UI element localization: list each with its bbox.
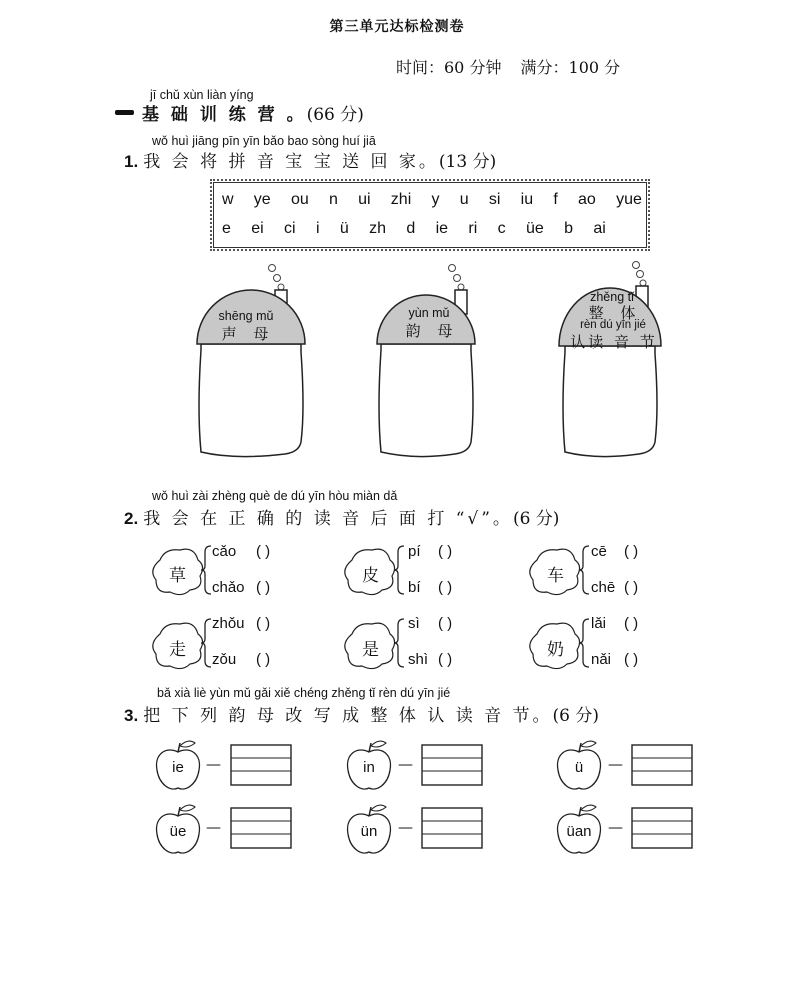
q1-pinyin: wǒ huì jiāng pīn yīn bǎo bao sòng huí jiā [152, 134, 376, 148]
letter: ui [358, 191, 371, 208]
house-1-label: 声 母 [221, 325, 275, 343]
apple-label: ie [172, 759, 184, 776]
letter: ye [253, 191, 271, 208]
q2-option: zhǒu [212, 615, 245, 632]
q2-option: cē [591, 543, 607, 560]
dash: — [608, 818, 623, 836]
q2-text: 我 会 在 正 确 的 读 音 后 面 打 “√”。 [143, 509, 513, 529]
letter: ou [290, 191, 309, 208]
q2-points: (6 分) [512, 509, 560, 529]
q2-char-4: 走 [169, 640, 186, 660]
answer-paren[interactable]: ( ) [256, 543, 271, 560]
house-3-label-1: 整 体 [588, 304, 642, 322]
letter: f [553, 191, 558, 208]
house-3-label-2: 认读 音 节 [570, 333, 658, 351]
writing-lines [231, 808, 291, 848]
q2-number: 2. [124, 509, 139, 528]
apple-label: ü [574, 759, 584, 776]
letter: zh [369, 220, 387, 237]
dash: — [206, 818, 221, 836]
q1-text: 我 会 将 拼 音 宝 宝 送 回 家。 [143, 152, 439, 172]
answer-paren[interactable]: ( ) [624, 651, 639, 668]
q2-option: zǒu [212, 651, 237, 668]
section-points: (66 分) [306, 105, 364, 125]
answer-paren[interactable]: ( ) [256, 579, 271, 596]
full-score: 满分：100 分 [520, 58, 621, 77]
answer-paren[interactable]: ( ) [438, 651, 453, 668]
apple-label: in [363, 759, 375, 776]
q2-option: lǎi [591, 615, 607, 632]
letter: ei [251, 220, 264, 237]
answer-paren[interactable]: ( ) [438, 579, 453, 596]
house-2-pinyin: yùn mǔ [408, 306, 450, 320]
q2-option: shì [408, 651, 429, 668]
letter: e [222, 220, 231, 237]
letter: ci [284, 220, 296, 237]
letter: ü [339, 220, 349, 237]
q2-option: cǎo [212, 543, 237, 560]
dash: — [206, 755, 221, 773]
letter: yue [616, 191, 642, 208]
writing-lines [632, 808, 692, 848]
letter: y [431, 191, 440, 208]
house-3-pinyin-1: zhěng tǐ [590, 290, 634, 304]
q2-option: bí [408, 579, 421, 596]
house-1-pinyin: shēng mǔ [218, 309, 274, 323]
q3-pinyin: bǎ xià liè yùn mǔ gǎi xiě chéng zhěng tǐ rèn dú yīn jié [157, 686, 451, 700]
letter: ao [578, 191, 596, 208]
letter: zhi [390, 191, 412, 208]
apple-label: üan [566, 823, 592, 840]
q2-char-6: 奶 [547, 640, 564, 660]
section-pinyin: jī chǔ xùn liàn yíng [150, 88, 254, 102]
letter: i [315, 220, 320, 237]
q2-option: sì [408, 615, 420, 632]
writing-lines [632, 745, 692, 785]
q2-char-1: 草 [169, 566, 186, 586]
apple-label: ün [360, 823, 378, 840]
q1-number: 1. [124, 152, 139, 171]
writing-lines [422, 808, 482, 848]
letter: üe [525, 220, 544, 237]
letter: u [459, 191, 469, 208]
q3-number: 3. [124, 706, 139, 725]
answer-paren[interactable]: ( ) [438, 615, 453, 632]
answer-paren[interactable]: ( ) [624, 579, 639, 596]
writing-lines [422, 745, 482, 785]
answer-paren[interactable]: ( ) [624, 543, 639, 560]
q3-text: 把 下 列 韵 母 改 写 成 整 体 认 读 音 节。 [143, 706, 553, 726]
section-title-text: 基 础 训 练 营 。 [142, 105, 307, 125]
letter: b [564, 220, 574, 237]
q2-option: nǎi [591, 651, 612, 668]
letter: w [222, 191, 234, 208]
q2-char-5: 是 [362, 640, 379, 660]
q2-option: chē [591, 579, 616, 596]
dash: — [608, 755, 623, 773]
q2-char-3: 车 [547, 566, 564, 586]
letter: c [497, 220, 506, 237]
letter: ie [435, 220, 449, 237]
answer-paren[interactable]: ( ) [438, 543, 453, 560]
answer-paren[interactable]: ( ) [256, 651, 271, 668]
letter: iu [520, 191, 534, 208]
document-title: 第三单元达标检测卷 [329, 19, 465, 35]
time-limit: 时间：60 分钟 [396, 58, 502, 77]
q2-char-2: 皮 [362, 566, 379, 586]
answer-paren[interactable]: ( ) [624, 615, 639, 632]
answer-paren[interactable]: ( ) [256, 615, 271, 632]
q2-option: chǎo [212, 579, 245, 596]
letter: n [328, 191, 338, 208]
letter: ri [468, 220, 478, 237]
letter: d [406, 220, 416, 237]
dash: — [398, 755, 413, 773]
apple-label: üe [169, 823, 187, 840]
q2-pinyin: wǒ huì zài zhèng què de dú yīn hòu miàn dǎ [152, 489, 398, 503]
q3-points: (6 分) [552, 706, 600, 726]
writing-lines [231, 745, 291, 785]
q2-option: pí [408, 543, 421, 560]
letter: si [488, 191, 501, 208]
letter: ai [593, 220, 606, 237]
house-2-label: 韵 母 [405, 322, 459, 340]
q1-points: (13 分) [438, 152, 497, 172]
house-3-pinyin-2: rèn dú yīn jié [580, 319, 646, 331]
dash: — [398, 818, 413, 836]
